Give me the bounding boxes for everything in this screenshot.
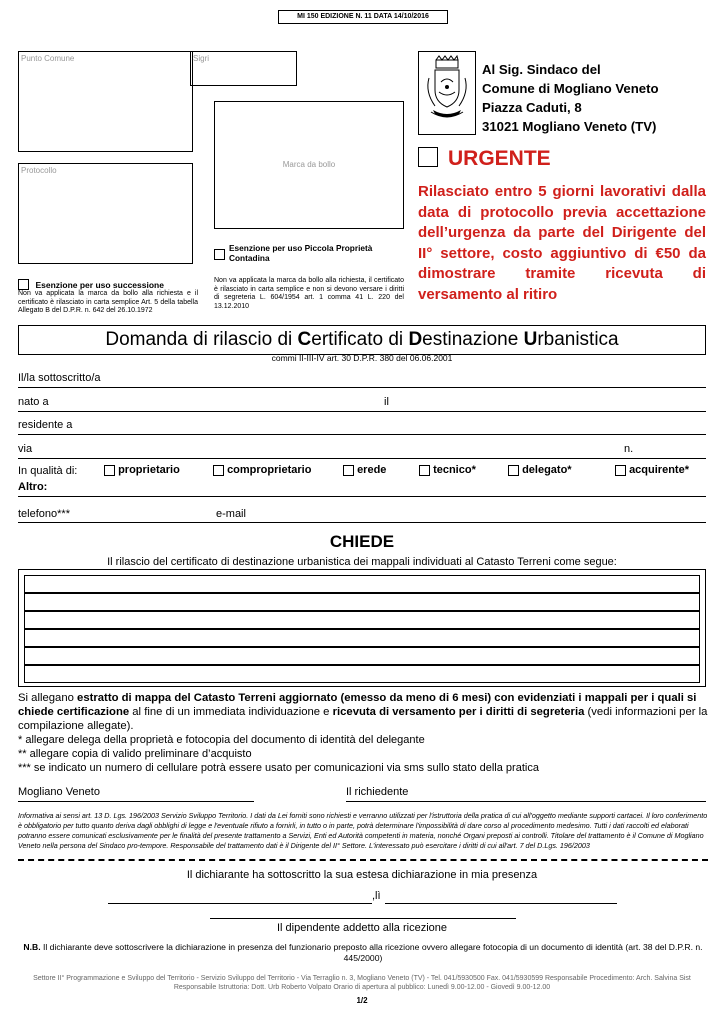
- urgente-checkbox[interactable]: [418, 147, 438, 167]
- title-initial-u: U: [523, 329, 538, 350]
- title-part-3: estinazione: [422, 329, 524, 350]
- urgente-label: URGENTE: [448, 147, 551, 170]
- acquirente-checkbox[interactable]: [615, 465, 626, 476]
- legal-reference: commi II-III-IV art. 30 D.P.R. 380 del 06.06.2001: [271, 353, 453, 363]
- place-date-line[interactable]: [18, 801, 254, 802]
- nb-text: Il dichiarante deve sottoscrivere la dichiarazione in presenza del funzionario preposto alla ricezione ovvero allegare fotocopia di un documento di identità (art. 38 del D.P.R. n. 445/2000): [40, 942, 703, 963]
- telefono-label: telefono***: [18, 508, 70, 520]
- nb-label: N.B.: [23, 942, 41, 952]
- nato-line[interactable]: [18, 411, 706, 412]
- title-part-1: Domanda di rilascio di: [105, 329, 298, 350]
- tecnico-label: tecnico*: [433, 464, 476, 476]
- proprietario-checkbox[interactable]: [104, 465, 115, 476]
- attach-text-1: Si allegano: [18, 692, 78, 704]
- residente-line[interactable]: [18, 434, 706, 435]
- title-initial-d: D: [408, 329, 423, 350]
- mappali-row-5[interactable]: [24, 647, 700, 665]
- title-part-4: rbanistica: [537, 329, 619, 350]
- protocollo-label: Protocollo: [21, 166, 57, 175]
- chiede-heading: CHIEDE: [329, 532, 395, 551]
- via-line[interactable]: [18, 458, 706, 459]
- footer-line-2: Responsabile Istruttoria: Dott. Urb Roberto Volpato Orario di apertura al pubblico: Lunedì 9.00-12.00 - Giovedì 9.00-12.00: [173, 984, 551, 991]
- address-line-2: Comune di Mogliano Veneto: [482, 81, 659, 96]
- attach-bold-1: estratto di mappa del Catasto Terreni aggiornato (emesso da meno di 6 mesi) con evidenziati i mappali per i quali si chiede certificazione: [18, 692, 697, 718]
- piccola-proprieta-title: Esenzione per uso Piccola Proprietà Contadina: [229, 243, 373, 263]
- mappali-row-3[interactable]: [24, 611, 700, 629]
- page-number: 1/2: [356, 996, 368, 1005]
- proprietario-label: proprietario: [118, 464, 180, 476]
- declaration-name-line[interactable]: [108, 903, 372, 904]
- richiedente-signature-line[interactable]: [346, 801, 706, 802]
- numero-label: n.: [624, 443, 634, 455]
- privacy-notice: Informativa ai sensi art. 13 D. Lgs. 196/2003 Servizio Sviluppo Territorio. I dati da Lei forniti sono richiesti e verranno utilizzati per l'istruttoria della pratica di cui all'oggetto mediante supporti cartacei. Il loro conferimento è obbligatorio per tutto quanto deriva dagli obblighi di legge e l'eventuale rifiuto a fornirli, in tutto o in parte, potrà determinare l'impossibilità di dare corso al procedimento medesimo. Tutti i dati raccolti ed elaborati potranno essere comunicati esclusivamente per le finalità del presente trattamento a Servizi, Enti ed Autorità competenti in materia, nonché Organi preposti ai controlli. Titolare del trattamento è il Comune di Mogliano Veneto nella persona del Sindaco pro-tempore. Responsabile del trattamento dati è il Dirigente del II° Settore. L'interessato può esercitare i diritti di cui all'art. 7 del D.Lgs. 196/2003: [18, 811, 708, 850]
- via-label: via: [18, 443, 33, 455]
- attach-bold-2: ricevuta di versamento per i diritti di segreteria: [332, 706, 585, 718]
- role-acquirente[interactable]: [615, 464, 689, 476]
- delegato-label: delegato*: [522, 464, 572, 476]
- erede-checkbox[interactable]: [343, 465, 354, 476]
- punto-comune-box: [18, 51, 193, 152]
- cut-line: [18, 859, 708, 863]
- marca-bollo-label: Marca da bollo: [282, 160, 336, 169]
- comproprietario-label: comproprietario: [227, 464, 312, 476]
- declaration-date-line[interactable]: [385, 903, 617, 904]
- qualita-label: In qualità di:: [18, 465, 78, 477]
- protocollo-box: [18, 163, 193, 264]
- attach-text-3: (vedi informazioni per la compilazione allegate).: [18, 706, 708, 732]
- email-label: e-mail: [216, 508, 246, 520]
- note-1: * allegare delega della proprietà e fotocopia del documento di identità del delegante: [18, 734, 425, 746]
- edition-header: MI 150 EDIZIONE N. 11 DATA 14/10/2016: [278, 10, 448, 24]
- address-line-1: Al Sig. Sindaco del: [482, 62, 601, 77]
- note-2: ** allegare copia di valido preliminare d’acquisto: [18, 748, 252, 760]
- footer-line-1: Settore II° Programmazione e Sviluppo del Territorio - Servizio Sviluppo del Territorio - Via Terraglio n. 3, Mogliano Veneto (TV) - Tel. 041/5930500 Fax. 041/5930599 Responsabile Procedimento: Arch. Salvina Sist: [33, 975, 691, 982]
- place-label: Mogliano Veneto: [18, 786, 100, 798]
- municipal-logo-box: [418, 51, 476, 135]
- address-line-3: Piazza Caduti, 8: [482, 100, 582, 115]
- piccola-proprieta-text: Non va applicata la marca da bollo alla richiesta, il certificato è rilasciato in carta semplice e non si devono versare i diritti di segreteria L. 604/1954 art. 1 comma 41 L. 220 del 13.12.2010: [214, 277, 404, 311]
- urgente-option[interactable]: [418, 147, 551, 171]
- attachments-paragraph: [18, 691, 708, 775]
- role-delegato[interactable]: [508, 464, 572, 476]
- successione-text: Non va applicata la marca da bollo alla richiesta e il certificato è rilasciato in carta semplice Art. 5 della tabella Allegato B del D.P.R. n. 642 del 26.10.1972: [18, 290, 198, 315]
- acquirente-label: acquirente*: [629, 464, 689, 476]
- mappali-row-6[interactable]: [24, 665, 700, 683]
- address-line-4: 31021 Mogliano Veneto (TV): [482, 119, 657, 134]
- title-initial-c: C: [297, 329, 312, 350]
- sigri-label: Sigri: [193, 54, 210, 63]
- mappali-row-1[interactable]: [24, 575, 700, 593]
- tecnico-checkbox[interactable]: [419, 465, 430, 476]
- delegato-checkbox[interactable]: [508, 465, 519, 476]
- successione-title: Esenzione per uso successione: [35, 279, 164, 290]
- piccola-proprieta-option[interactable]: [214, 243, 404, 263]
- form-title: [18, 325, 706, 355]
- richiedente-label: Il richiedente: [346, 786, 409, 798]
- altro-label: Altro:: [18, 481, 48, 493]
- sottoscritto-line[interactable]: [18, 387, 706, 388]
- successione-checkbox[interactable]: [18, 279, 29, 290]
- role-erede[interactable]: [343, 464, 386, 476]
- title-part-2: ertificato di: [311, 329, 409, 350]
- sigri-box: [190, 51, 297, 86]
- role-proprietario[interactable]: [104, 464, 180, 476]
- punto-comune-label: Punto Comune: [21, 54, 75, 63]
- employee-label: Il dipendente addetto alla ricezione: [276, 922, 447, 934]
- nb-note: [18, 942, 708, 964]
- note-3: *** se indicato un numero di cellulare potrà essere usato per comunicazioni via sms sullo stato della pratica: [18, 762, 539, 774]
- il-label: il: [384, 396, 389, 408]
- piccola-proprieta-checkbox[interactable]: [214, 249, 225, 260]
- mappali-row-2[interactable]: [24, 593, 700, 611]
- coat-of-arms-icon: [419, 52, 475, 134]
- declaration-li-label: ,lì: [372, 890, 381, 902]
- nato-label: nato a: [18, 396, 49, 408]
- mappali-row-4[interactable]: [24, 629, 700, 647]
- erede-label: erede: [357, 464, 387, 476]
- declaration-text: Il dichiarante ha sottoscritto la sua estesa dichiarazione in mia presenza: [186, 869, 538, 881]
- altro-line[interactable]: [18, 496, 706, 497]
- attach-text-2: al fine di un immediata individuazione e: [129, 706, 333, 718]
- role-comproprietario[interactable]: [213, 464, 311, 476]
- comproprietario-checkbox[interactable]: [213, 465, 224, 476]
- recipient-address: [482, 60, 659, 136]
- sottoscritto-label: Il/la sottoscritto/a: [18, 372, 101, 384]
- employee-signature-line[interactable]: [210, 918, 516, 919]
- residente-label: residente a: [18, 419, 73, 431]
- chiede-subtitle: Il rilascio del certificato di destinazione urbanistica dei mappali individuati al Catasto Terreni come segue:: [107, 556, 617, 568]
- marca-bollo-box: [214, 101, 404, 229]
- mappali-table: [18, 569, 706, 687]
- telefono-line[interactable]: [18, 522, 706, 523]
- role-tecnico[interactable]: [419, 464, 476, 476]
- urgente-description: Rilasciato entro 5 giorni lavorativi dalla data di protocollo previa accettazione dell’urgenza da parte del Dirigente del II° settore, costo aggiuntivo di €50 da dimostrare tramite ricevuta di versamento al ritiro: [418, 183, 706, 303]
